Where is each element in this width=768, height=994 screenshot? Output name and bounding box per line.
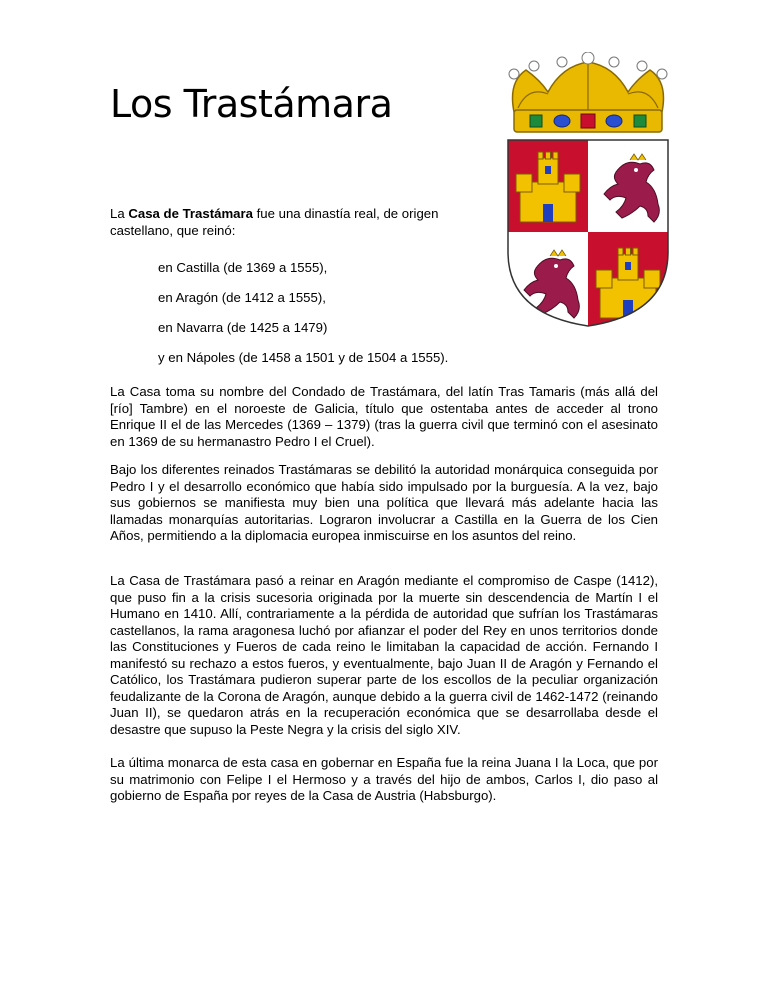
- coat-of-arms-image: [478, 52, 692, 332]
- intro-prefix: La: [110, 206, 129, 221]
- intro-bold-term: Casa de Trastámara: [128, 206, 253, 221]
- paragraph-aragon: La Casa de Trastámara pasó a reinar en Aragón mediante el compromiso de Caspe (1412), que puso fin a la crisis sucesoria originada por la muerte sin descendencia de Martín I el Humano en 1410. Allí, contrariamente a la pérdida de autoridad que sufrían los Trastámaras castellanos, la rama aragonesa luchó por afianzar el poder del Rey en unos territorios donde las Constituciones y Fueros de cada reino le limitaban la capacidad de acción. Fernando I manifestó su rechazo a estos fueros, y eventualmente, bajo Juan II de Aragón y Fernando el Católico, los Trastámara pudieron superar parte de los escollos de la peculiar organización feudalizante de la Corona de Aragón, aunque debido a la guerra civil de 1462-1472 (reinando Juan II), se quedaron atrás en la recuperación económica que se desarrollaba desde el desastre que supuso la Peste Negra y la crisis del siglo XIV.: [110, 573, 658, 737]
- crown-icon: [509, 52, 667, 132]
- paragraph-origin: La Casa toma su nombre del Condado de Trastámara, del latín Tras Tamaris (más allá del [río] Tambre) en el noroeste de Galicia, título que ostentaba antes de acceder al trono Enrique II el de las Mercedes (1369 – 1379) (tras la guerra civil que terminó con el asesinato en 1369 de su hermanastro Pedro I el Cruel).: [110, 384, 658, 449]
- reign-item-napoles: y en Nápoles (de 1458 a 1501 y de 1504 a 1555).: [158, 350, 449, 365]
- reign-item-aragon: en Aragón (de 1412 a 1555),: [158, 290, 326, 305]
- page-title: Los Trastámara: [110, 82, 393, 126]
- intro-paragraph: [110, 206, 480, 239]
- reign-item-castilla: en Castilla (de 1369 a 1555),: [158, 260, 328, 275]
- paragraph-last-monarch: La última monarca de esta casa en gobernar en España fue la reina Juana I la Loca, que por su matrimonio con Felipe I el Hermoso y a través del hijo de ambos, Carlos I, dio paso al gobierno de España por reyes de la Casa de Austria (Habsburgo).: [110, 755, 658, 803]
- shield-quarters: [508, 140, 668, 332]
- paragraph-reigns: Bajo los diferentes reinados Trastámaras se debilitó la autoridad monárquica conseguida por Pedro I y el desarrollo económico que había sido impulsado por la burguesía. A la vez, bajo sus gobiernos se manifiesta muy bien una política que llevará más adelante hacia las llamadas monarquías autoritarias. Lograron involucrar a Castilla en la Guerra de los Cien Años, permitiendo a la diplomacia europea inmiscuirse en los asuntos del reino.: [110, 462, 658, 543]
- reign-item-navarra: en Navarra (de 1425 a 1479): [158, 320, 328, 335]
- intro-suffix: fue una dinastía real, de origen castellano, que reinó:: [110, 206, 439, 238]
